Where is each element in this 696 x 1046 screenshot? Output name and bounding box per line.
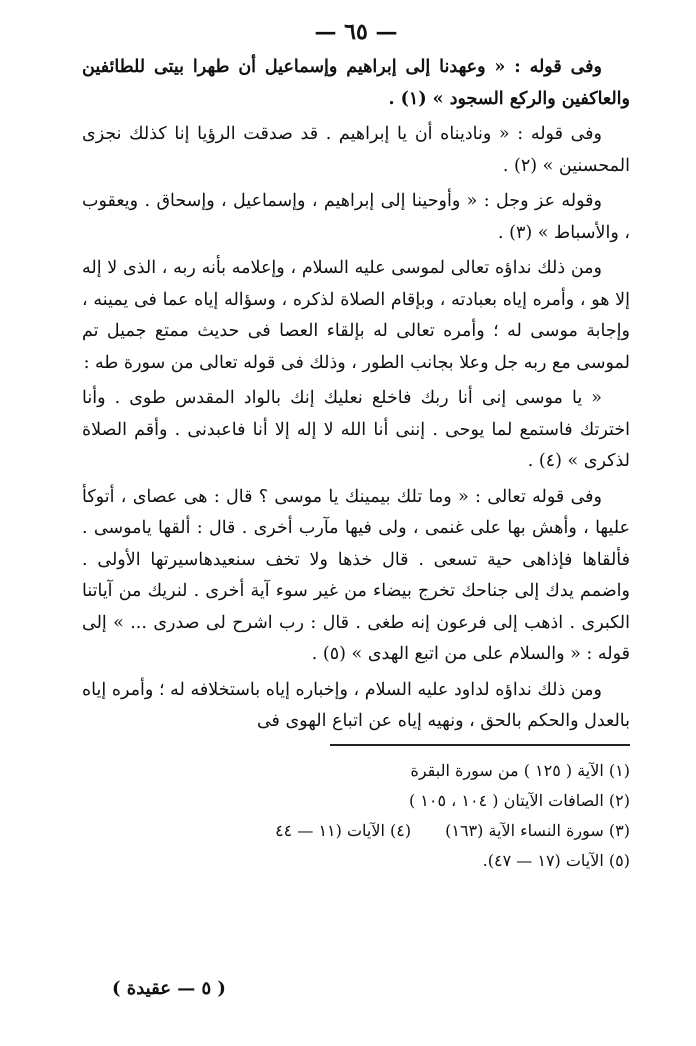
paragraph-1: وفى قوله : « وعهدنا إلى إبراهيم وإسماعيل أن طهرا بيتى للطائفين والعاكفين والركع السجود » (١) .	[82, 57, 630, 109]
footnote-row	[82, 816, 630, 846]
page-number: — ٦٥ —	[314, 19, 398, 45]
footnote-divider	[330, 744, 630, 746]
footnote-row	[82, 846, 630, 876]
signature-mark: ( ٥ — عقيدة )	[112, 978, 226, 999]
paragraph-4: ومن ذلك نداؤه تعالى لموسى عليه السلام ، وإعلامه بأنه ربه ، الذى لا إله إلا هو ، وأمره إياه بعبادته ، وبإقام الصلاة لذكره ، وسؤاله إياه عما فى يمينه ، وإجابة موسى له ؛ وأمره تعالى له بإلقاء العصا فى حديث ممتع جميل تم لموسى مع ربه جل وعلا بجانب الطور ، وذلك فى قوله تعالى من سورة طه :	[82, 258, 630, 373]
footnote-2: (٢) الصافات الآيتان ( ١٠٤ ، ١٠٥ )	[408, 790, 630, 810]
footnote-row	[82, 786, 630, 816]
paragraph-6: وفى قوله تعالى : « وما تلك بيمينك يا موسى ؟ قال : هى عصاى ، أتوكأ عليها ، وأهش بها على غنمى ، ولى فيها مآرب أخرى . قال : ألقها ياموسى . فألقاها فإذاهى حية تسعى . قال خذها ولا تخف سنعيدهاسيرتها الأولى . واضمم يدك إلى جناحك تخرج بيضاء من غير سوء آية أخرى . لنريك من آياتنا الكبرى . اذهب إلى فرعون إنه طغى . قال : رب اشرح لى صدرى ... » إلى قوله : « والسلام على من اتبع الهدى » (٥) .	[82, 486, 630, 664]
footnote-3: (٣) سورة النساء الآية (١٦٣)	[445, 820, 630, 840]
footnote-row	[82, 756, 630, 786]
body-text	[82, 52, 630, 738]
paragraph-7: ومن ذلك نداؤه لداود عليه السلام ، وإخباره إياه باستخلافه له ؛ وأمره إياه بالعدل والحكم بالحق ، ونهيه إياه عن اتباع الهوى فى	[82, 679, 630, 731]
footnotes	[82, 756, 630, 876]
paragraph-2: وفى قوله : « وناديناه أن يا إبراهيم . قد صدقت الرؤيا إنا كذلك نجزى المحسنين » (٢) .	[82, 124, 630, 176]
footnote-5: (٥) الآيات (١٧ — ٤٧).	[482, 850, 630, 870]
paragraph-3: وقوله عز وجل : « وأوحينا إلى إبراهيم ، وإسماعيل ، وإسحاق . ويعقوب ، والأسباط » (٣) .	[82, 191, 630, 243]
footnote-4: (٤) الآيات (١١ — ٤٤	[275, 820, 412, 840]
paragraph-5: « يا موسى إنى أنا ربك فاخلع نعليك إنك بالواد المقدس طوى . وأنا اخترتك فاستمع لما يوحى . إننى أنا الله لا إله إلا أنا فاعبدنى . وأقم الصلاة لذكرى » (٤) .	[82, 388, 630, 471]
footnote-1: (١) الآية ( ١٢٥ ) من سورة البقرة	[410, 760, 630, 780]
